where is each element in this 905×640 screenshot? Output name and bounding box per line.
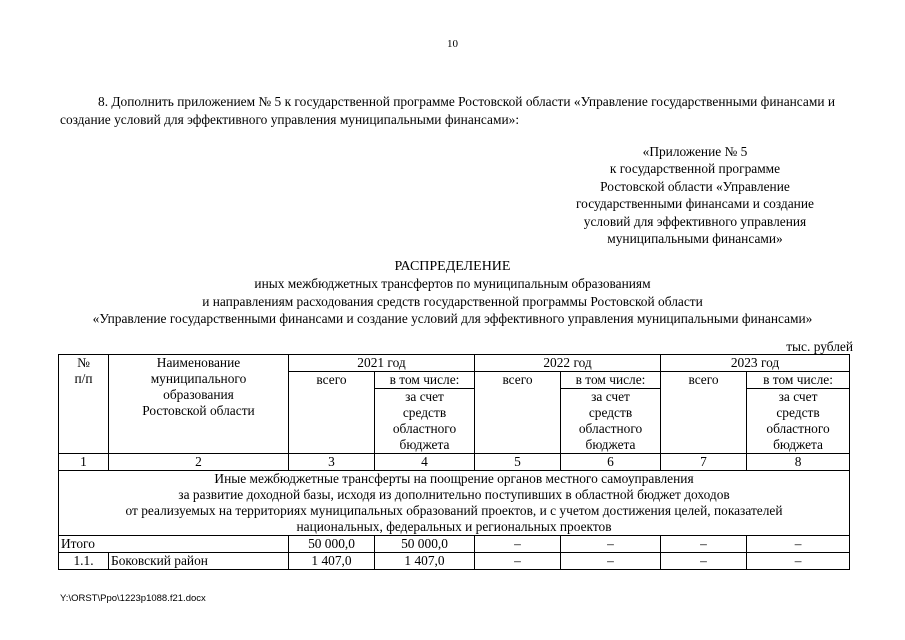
total-value: – — [661, 536, 747, 553]
header-name-line: образования — [163, 387, 234, 402]
appendix-line: государственными финансами и создание — [576, 196, 814, 212]
header-regional-budget — [561, 389, 661, 454]
header-regional-budget — [747, 389, 850, 454]
header-regional-budget — [375, 389, 475, 454]
appendix-line: муниципальными финансами» — [607, 231, 783, 247]
total-value: – — [747, 536, 850, 553]
column-number-row — [59, 454, 850, 471]
total-value: 50 000,0 — [289, 536, 375, 553]
header-no — [59, 355, 109, 454]
header-no-line: п/п — [74, 371, 93, 386]
appendix-line: «Приложение № 5 — [642, 144, 748, 159]
header-regional-line: областного — [766, 421, 830, 436]
header-including: в том числе: — [375, 372, 475, 389]
header-name-line: Наименование — [156, 355, 241, 370]
table-header-row — [59, 355, 850, 372]
header-no-line: № — [77, 355, 90, 370]
appendix-line: Ростовской области «Управление — [600, 178, 790, 194]
column-number: 2 — [109, 454, 289, 471]
heading-line: «Управление государственными финансами и создание условий для эффективного управления муниципальными финансами» — [92, 311, 813, 327]
column-number: 5 — [475, 454, 561, 471]
header-total: всего — [289, 372, 375, 454]
header-total: всего — [475, 372, 561, 454]
amendment-text: 8. Дополнить приложением № 5 к государственной программе Ростовской области «Управление государственными финансами и создание условий для эффективного управления муниципальными финансами»: — [60, 94, 836, 127]
section-title-line: Иные межбюджетные трансферты на поощрение органов местного самоуправления — [214, 471, 694, 486]
header-year-2022: 2022 год — [475, 355, 661, 372]
municipality-name: Боковский район — [109, 553, 289, 570]
appendix-header — [545, 143, 845, 247]
header-regional-line: средств — [402, 405, 447, 420]
row-value: 1 407,0 — [289, 553, 375, 570]
column-number: 6 — [561, 454, 661, 471]
header-including: в том числе: — [747, 372, 850, 389]
total-value: – — [475, 536, 561, 553]
appendix-line: условий для эффективного управления — [583, 213, 807, 229]
header-name-line: Ростовской области — [142, 403, 255, 418]
header-including: в том числе: — [561, 372, 661, 389]
file-path-footer: Y:\ORST\Ppo\1223p1088.f21.docx — [60, 593, 206, 604]
column-number: 4 — [375, 454, 475, 471]
section-title — [59, 471, 850, 536]
total-label: Итого — [59, 536, 289, 553]
heading-title: РАСПРЕДЕЛЕНИЕ — [394, 259, 511, 274]
row-value: – — [561, 553, 661, 570]
header-regional-line: средств — [776, 405, 820, 420]
section-title-line: от реализуемых на территориях муниципальных образований проектов, и с учетом достижения целей, показателей — [125, 503, 783, 518]
amendment-paragraph — [60, 93, 850, 128]
header-regional-line: бюджета — [399, 437, 450, 452]
header-year-2023: 2023 год — [661, 355, 850, 372]
column-number: 8 — [747, 454, 850, 471]
units-label: тыс. рублей — [786, 339, 853, 354]
document-heading — [40, 258, 865, 328]
total-row — [59, 536, 850, 553]
section-row — [59, 471, 850, 536]
page-number: 10 — [447, 38, 458, 50]
heading-line: иных межбюджетных трансфертов по муниципальным образованиям — [254, 276, 651, 292]
header-regional-line: бюджета — [773, 437, 823, 452]
header-year-2021: 2021 год — [289, 355, 475, 372]
header-regional-line: областного — [578, 421, 643, 436]
column-number: 1 — [59, 454, 109, 471]
distribution-table — [58, 354, 850, 570]
header-regional-line: областного — [392, 421, 457, 436]
section-title-line: национальных, федеральных и региональных проектов — [296, 519, 612, 534]
row-value: – — [475, 553, 561, 570]
appendix-line: к государственной программе — [609, 161, 781, 177]
header-regional-line: за счет — [405, 389, 444, 404]
total-value: 50 000,0 — [375, 536, 475, 553]
header-regional-line: за счет — [778, 389, 818, 404]
header-regional-line: бюджета — [585, 437, 636, 452]
column-number: 3 — [289, 454, 375, 471]
total-value: – — [561, 536, 661, 553]
row-number: 1.1. — [59, 553, 109, 570]
header-name — [109, 355, 289, 454]
column-number: 7 — [661, 454, 747, 471]
header-name-line: муниципального — [150, 371, 247, 386]
header-total: всего — [661, 372, 747, 454]
row-value: 1 407,0 — [375, 553, 475, 570]
section-title-line: за развитие доходной базы, исходя из дополнительно поступивших в областной бюджет доходов — [178, 487, 730, 502]
row-value: – — [747, 553, 850, 570]
table-row — [59, 553, 850, 570]
header-regional-line: за счет — [591, 389, 630, 404]
header-regional-line: средств — [588, 405, 633, 420]
heading-line: и направлениям расходования средств государственной программы Ростовской области — [202, 293, 703, 309]
row-value: – — [661, 553, 747, 570]
